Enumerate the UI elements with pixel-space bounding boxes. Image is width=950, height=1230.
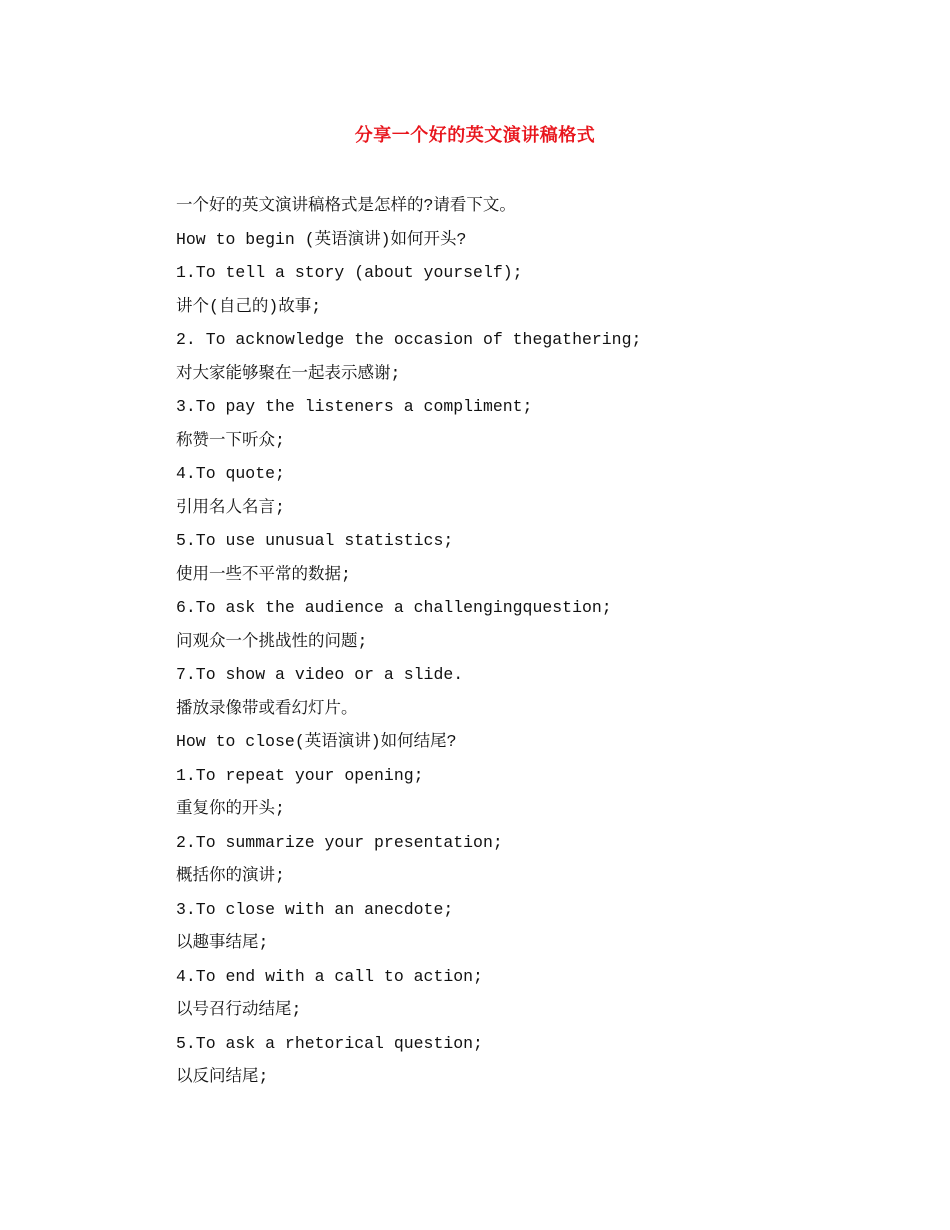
text-line: 以趣事结尾; [176,933,269,952]
text-line: 以反问结尾; [176,1067,269,1086]
text-line: 一个好的英文演讲稿格式是怎样的?请看下文。 [176,196,516,215]
text-line: 5.To ask a rhetorical question; [176,1033,483,1053]
text-line: 称赞一下听众; [176,430,285,450]
text-line: 4.To end with a call to action; [176,966,483,986]
text-line: 播放录像带或看幻灯片。 [176,698,358,718]
text-line: 2.To summarize your presentation; [176,832,503,852]
text-line: 使用一些不平常的数据; [176,564,351,584]
text-line: 5.To use unusual statistics; [176,531,454,550]
document-body [176,193,876,1098]
text-line: 7.To show a video or a slide. [176,665,464,684]
text-line: 概括你的演讲; [176,866,285,885]
page-title: 分享一个好的英文演讲稿格式 [354,125,596,146]
text-line: 3.To pay the listeners a compliment; [176,397,533,416]
text-line: 1.To tell a story (about yourself); [176,263,523,282]
text-line: How to begin (英语演讲)如何开头? [176,229,467,249]
text-line: How to close(英语演讲)如何结尾? [176,732,457,751]
text-line: 引用名人名言; [176,497,285,517]
text-line: 2. To acknowledge the occasion of thegathering; [176,330,642,349]
text-line: 1.To repeat your opening; [176,765,424,785]
text-line: 6.To ask the audience a challengingquestion; [176,598,612,617]
text-line: 对大家能够聚在一起表示感谢; [176,363,401,383]
text-line: 问观众一个挑战性的问题; [176,631,368,651]
text-line: 4.To quote; [176,464,285,483]
text-line: 重复你的开头; [176,799,285,818]
text-line: 以号召行动结尾; [176,1000,302,1019]
text-line: 3.To close with an anecdote; [176,899,454,919]
text-line: 讲个(自己的)故事; [176,296,322,316]
